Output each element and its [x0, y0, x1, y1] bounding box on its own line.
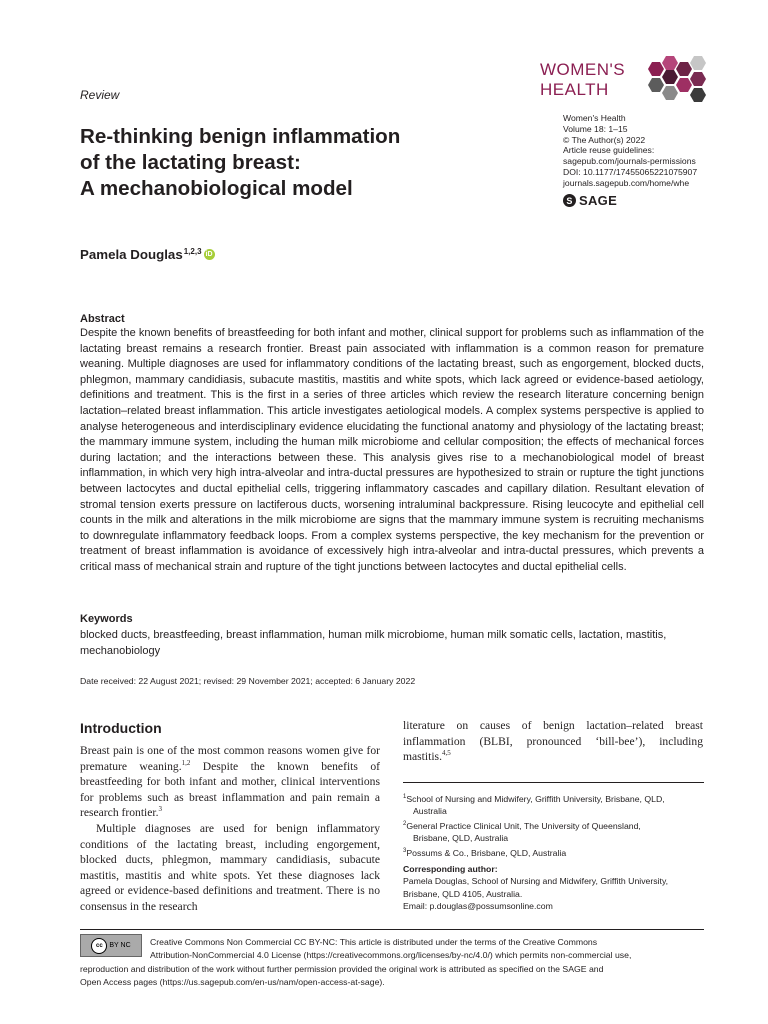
affiliation-2 [403, 818, 703, 832]
author-affiliation-marks: 1,2,3 [183, 247, 202, 256]
keywords-heading: Keywords [80, 613, 133, 625]
introduction-left-column [80, 743, 380, 915]
citation-ref[interactable]: 3 [158, 805, 163, 814]
volume: Volume 18: 1–15 [563, 123, 628, 134]
footnote-divider [403, 782, 704, 783]
article-title [80, 124, 500, 202]
corresponding-heading: Corresponding author: [403, 864, 498, 874]
reuse-link[interactable]: sagepub.com/journals-permissions [563, 156, 696, 167]
license-line-3: reproduction and distribution of the work without further permission provided the original work is attributed as specified on the SAGE and [80, 963, 604, 974]
reuse-label: Article reuse guidelines: [563, 145, 655, 156]
intro-p1-text-a: Breast pain is one of the most common reasons women give for premature weaning. [80, 744, 380, 773]
journal-home-link[interactable]: journals.sagepub.com/home/whe [563, 177, 690, 188]
introduction-right-column [403, 718, 703, 765]
affiliation-3 [403, 845, 703, 859]
author-name: Pamela Douglas [80, 247, 183, 262]
cc-badge-text: BY NC [109, 942, 131, 949]
affiliation-number: 2 [403, 820, 407, 827]
corresponding-email[interactable]: Email: p.douglas@possumsonline.com [403, 901, 553, 912]
corresponding-author [403, 863, 703, 913]
corresponding-line-1: Pamela Douglas, School of Nursing and Midwifery, Griffith University, [403, 876, 669, 887]
affiliation-text: General Practice Clinical Unit, The University of Queensland, [406, 820, 641, 831]
intro-right-text: literature on causes of benign lactation–related breast inflammation (BLBI, pronounced ‘bill-bee’), including mastitis. [403, 719, 703, 764]
keywords-text: blocked ducts, breastfeeding, breast inflammation, human milk microbiome, human milk somatic cells, lactation, mastitis, mechanobiology [80, 629, 667, 657]
affiliation-number: 1 [403, 794, 407, 800]
affiliation-number: 3 [403, 847, 407, 854]
citation-ref[interactable]: 4,5 [441, 749, 451, 758]
affiliation-text: Possums & Co., Brisbane, QLD, Australia [406, 847, 567, 858]
license-line-2: Attribution-NonCommercial 4.0 License (https://creativecommons.org/licenses/by-nc/4.0/) which permits non-commercial use, [150, 950, 632, 961]
license-statement [80, 936, 704, 990]
cc-icon: cc [91, 938, 107, 954]
abstract-heading: Abstract [80, 313, 125, 325]
logo-line-2: HEALTH [540, 80, 609, 99]
corresponding-line-2: Brisbane, QLD 4105, Australia. [403, 888, 523, 899]
affiliations [403, 791, 703, 859]
intro-paragraph-2: Multiple diagnoses are used for benign inflammatory conditions of the lactating breast, including engorgement, blocked ducts, phlegmon, mammary candidiasis, subacute mastitis, mastitis and white spots. Yet these diagnoses lack agreed or evidence-based definitions and treatment. There is no consensus in the research [80, 821, 380, 913]
article-metadata [563, 113, 697, 189]
title-line-2: of the lactating breast: [80, 151, 301, 174]
affiliation-1 [403, 791, 703, 805]
abstract-text: Despite the known benefits of breastfeeding for both infant and mother, clinical support for problems such as inflammation of the lactating breast remains a research frontier. Breast pain associated with inflammation is a common reason for premature weaning. Multiple diagnoses are used for inflammatory conditions of the lactating breast, such as engorgement, blocked ducts, phlegmon, mammary candidiasis, subacute mastitis, mastitis and white spots, which lack agreed or evidence-based aetiology, definitions and treatment. This is the first in a series of three articles which review the research literature concerning benign lactation–related breast inflammation. This article investigates aetiological models. A complex systems perspective is applied to analyse heterogeneous and interdisciplinary evidence elucidating the functional anatomy and physiology of the lactating breast; the mammary immune system, including the human milk microbiome and cellular composition; the effects of mechanical forces during lactation; and the interactions between these. This analysis gives rise to a mechanobiological model of breast inflammation, in which very high intra-alveolar and intra-ductal pressures are hypothesized to strain or rupture the tight junctions between lactocytes and ductal epithelial cells, triggering inflammatory cascades and capillary dilation. Resultant elevation of stromal tension exerts pressure on lactiferous ducts, worsening intraluminal backpressure. Rising leucocyte and epithelial cell counts in the milk and alterations in the milk microbiome are signs that the mammary immune system is recruiting mechanisms to downregulate inflammatory feedback loops. From a complex systems perspective, the key mechanism for the prevention or treatment of breast inflammation is avoidance of excessively high intra-alveolar and intra-ductal pressures, which prevents a critical mass of mechanical strain and rupture of the tight junctions between lactocytes and ductal epithelial cells. [80, 327, 704, 573]
sage-icon: S [563, 194, 576, 207]
license-line-1: Creative Commons Non Commercial CC BY-NC: This article is distributed under the terms of the Creative Commons [150, 937, 598, 947]
license-line-4: Open Access pages (https://us.sagepub.com/en-us/nam/open-access-at-sage). [80, 977, 385, 988]
citation-ref[interactable]: 1,2 [181, 758, 191, 767]
intro-paragraph-1 [80, 743, 380, 821]
submission-dates: Date received: 22 August 2021; revised: 29 November 2021; accepted: 6 January 2022 [80, 676, 416, 686]
affiliation-2-cont: Brisbane, QLD, Australia [413, 833, 509, 844]
hexagon-logo-icon [640, 56, 706, 106]
title-line-1: Re-thinking benign inflammation [80, 125, 401, 148]
doi[interactable]: DOI: 10.1177/17455065221075907 [563, 166, 698, 177]
introduction-heading: Introduction [80, 720, 162, 736]
logo-line-1: WOMEN'S [540, 60, 626, 79]
journal-logo-text [540, 60, 625, 100]
intro-p1-text-b: Despite the known benefits of breastfeeding for both infant and mother, clinical interventions for problems such as breast inflammation and pain remain a research frontier. [80, 759, 380, 820]
orcid-icon[interactable]: iD [205, 251, 213, 258]
affiliation-text: School of Nursing and Midwifery, Griffith University, Brisbane, QLD, [406, 793, 665, 804]
license-divider [80, 929, 704, 930]
title-line-3: A mechanobiological model [80, 177, 353, 200]
publisher-logo [563, 193, 617, 208]
author-line [80, 247, 215, 262]
article-type-label: Review [80, 88, 120, 102]
copyright: © The Author(s) 2022 [563, 134, 646, 145]
publisher-name: SAGE [579, 193, 618, 208]
journal-name: Women's Health [563, 113, 626, 123]
affiliation-1-cont: Australia [413, 806, 447, 817]
